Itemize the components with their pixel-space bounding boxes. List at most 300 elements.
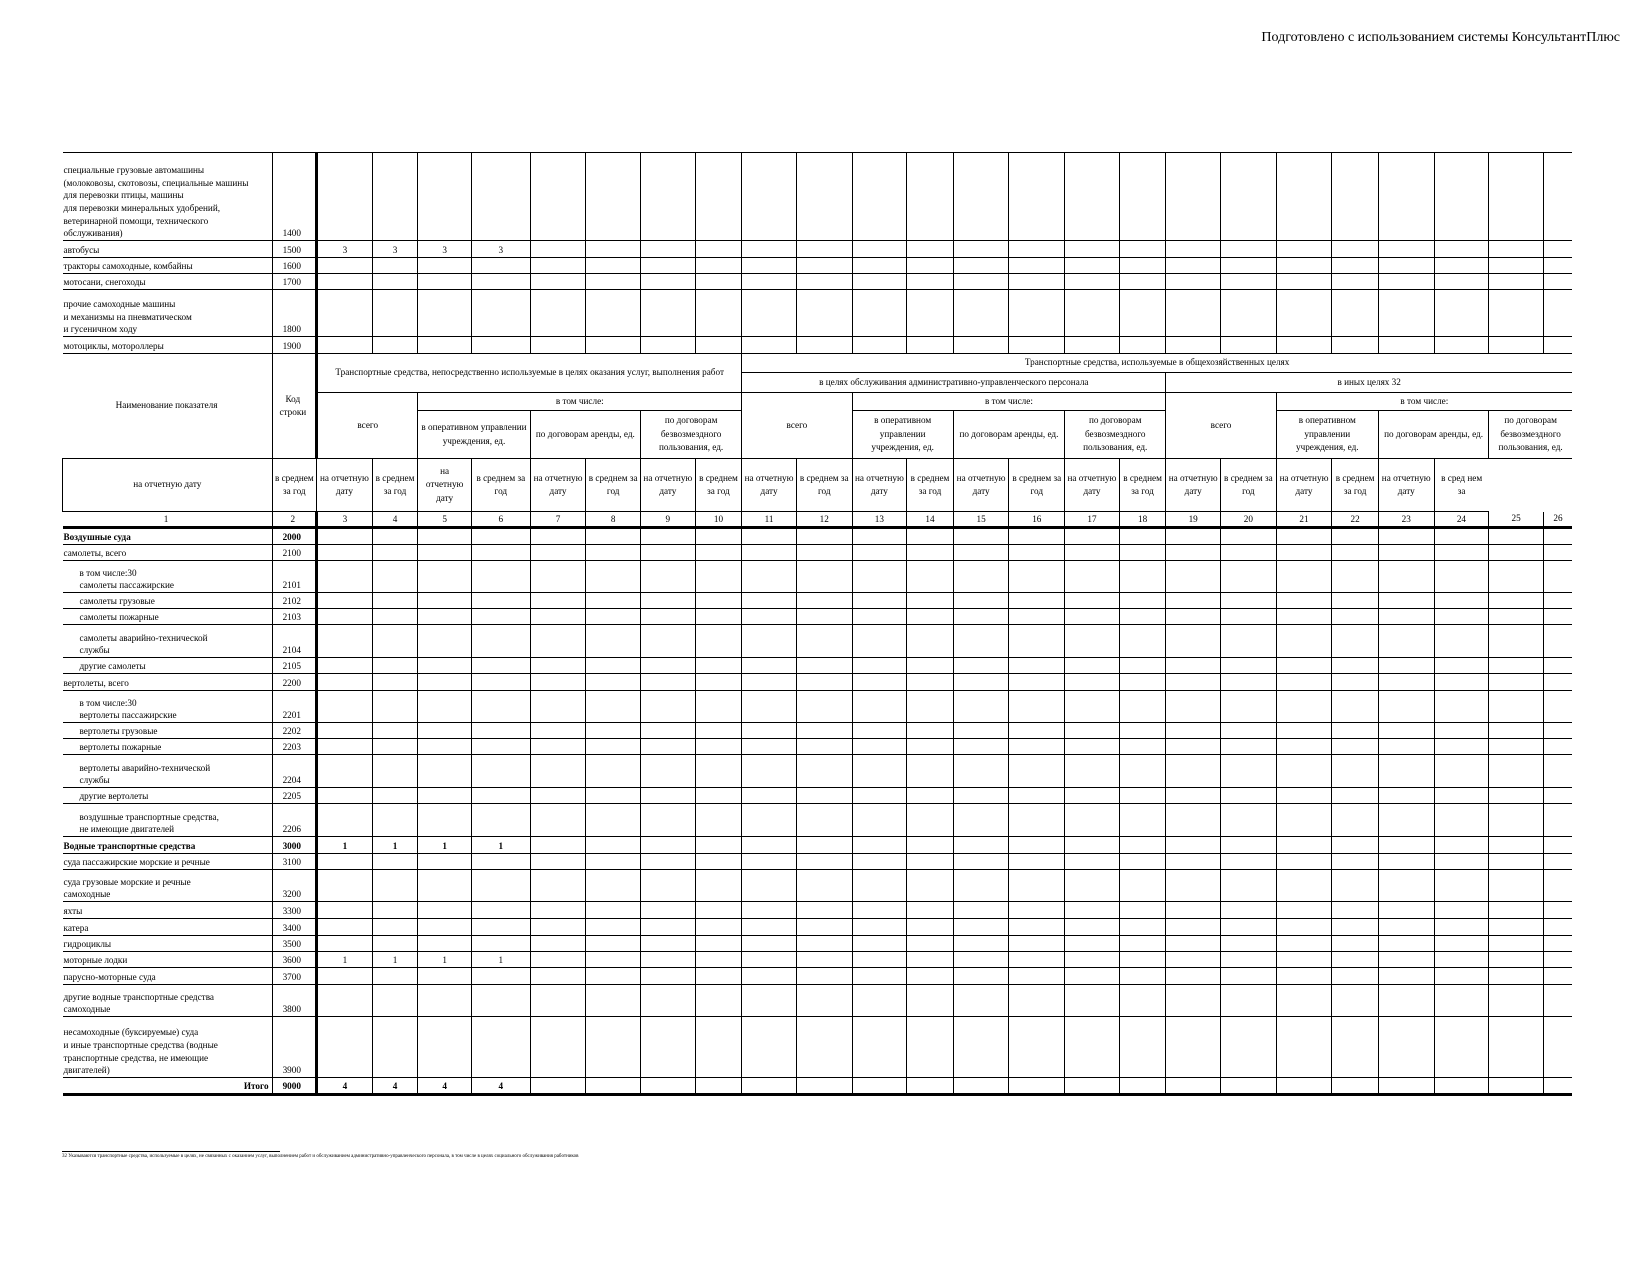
row-name: в том числе:30 самолеты пассажирские	[63, 561, 273, 593]
table-row	[63, 804, 1573, 837]
data-cell	[1166, 985, 1221, 1017]
row-code: 3200	[272, 870, 317, 902]
data-cell	[418, 788, 472, 804]
data-cell	[1543, 258, 1572, 274]
data-cell	[1489, 337, 1544, 354]
header-vsego-b2: всего	[1166, 393, 1276, 459]
data-cell	[852, 1017, 907, 1078]
data-cell	[1378, 561, 1434, 593]
data-cell	[530, 528, 586, 545]
data-cell	[1166, 739, 1221, 755]
data-cell	[418, 919, 472, 936]
data-cell	[586, 870, 641, 902]
data-cell	[953, 919, 1009, 936]
data-cell	[852, 625, 907, 658]
data-cell	[796, 545, 852, 561]
header-sub-26: в сред нем за	[1434, 459, 1489, 512]
data-cell	[1009, 674, 1065, 691]
data-cell	[1543, 1078, 1572, 1095]
data-cell	[317, 258, 373, 274]
data-cell	[852, 241, 907, 258]
data-cell	[1119, 658, 1166, 674]
data-cell	[953, 593, 1009, 609]
row-code: 2105	[272, 658, 317, 674]
row-code: 3900	[272, 1017, 317, 1078]
row-code: 2000	[272, 528, 317, 545]
data-cell	[1276, 788, 1332, 804]
col-number-15: 15	[953, 512, 1009, 528]
data-cell	[852, 985, 907, 1017]
data-cell	[1332, 290, 1379, 337]
data-cell	[1378, 258, 1434, 274]
data-cell	[1166, 952, 1221, 968]
data-cell	[695, 919, 742, 936]
data-cell	[852, 804, 907, 837]
data-cell	[586, 1017, 641, 1078]
table-row	[63, 1017, 1573, 1078]
header-group-b1: в целях обслуживания административно-управленческого персонала	[742, 373, 1166, 393]
data-cell	[695, 609, 742, 625]
data-cell	[1065, 1078, 1120, 1095]
row-code: 2102	[272, 593, 317, 609]
data-cell	[1543, 545, 1572, 561]
data-cell	[471, 804, 530, 837]
data-cell	[530, 837, 586, 854]
data-cell	[852, 274, 907, 290]
data-cell	[796, 691, 852, 723]
data-cell	[1332, 593, 1379, 609]
data-cell	[317, 936, 373, 952]
col-number-14: 14	[907, 512, 954, 528]
data-cell	[953, 1078, 1009, 1095]
data-cell	[471, 723, 530, 739]
col-number-4: 4	[372, 512, 418, 528]
data-cell	[1009, 985, 1065, 1017]
data-cell	[852, 936, 907, 952]
data-cell	[1489, 739, 1544, 755]
data-cell	[1065, 674, 1120, 691]
data-cell	[1378, 1078, 1434, 1095]
header-arenda-a: по договорам аренды, ед.	[530, 411, 640, 459]
data-cell	[796, 902, 852, 919]
data-cell	[1119, 902, 1166, 919]
data-cell	[1543, 985, 1572, 1017]
data-cell	[907, 274, 954, 290]
data-cell	[1543, 658, 1572, 674]
report-table	[62, 152, 1572, 1096]
data-cell	[471, 936, 530, 952]
data-cell	[1119, 290, 1166, 337]
data-cell	[796, 290, 852, 337]
data-cell	[586, 788, 641, 804]
table-body-bottom	[63, 528, 1573, 1095]
data-cell	[1489, 153, 1544, 241]
data-cell	[1166, 1017, 1221, 1078]
data-cell	[471, 528, 530, 545]
data-cell: 4	[418, 1078, 472, 1095]
data-cell	[471, 258, 530, 274]
table-row	[63, 936, 1573, 952]
data-cell	[530, 968, 586, 985]
data-cell	[852, 854, 907, 870]
data-cell	[317, 528, 373, 545]
data-cell	[372, 968, 418, 985]
data-cell	[1332, 561, 1379, 593]
data-cell	[953, 625, 1009, 658]
data-cell	[1378, 804, 1434, 837]
data-cell	[641, 919, 696, 936]
table-row	[63, 290, 1573, 337]
header-incl-b2: в том числе:	[1276, 393, 1572, 411]
data-cell	[796, 658, 852, 674]
data-cell	[530, 952, 586, 968]
data-cell	[907, 337, 954, 354]
data-cell	[530, 674, 586, 691]
data-cell: 3	[317, 241, 373, 258]
data-cell	[1166, 337, 1221, 354]
data-cell	[1543, 625, 1572, 658]
table-row	[63, 723, 1573, 739]
data-cell	[1065, 258, 1120, 274]
data-cell	[907, 290, 954, 337]
row-name: Водные транспортные средства	[63, 837, 273, 854]
table-row	[63, 528, 1573, 545]
data-cell	[1276, 258, 1332, 274]
data-cell	[418, 902, 472, 919]
data-cell	[742, 968, 797, 985]
data-cell	[1276, 1078, 1332, 1095]
table-row	[63, 952, 1573, 968]
data-cell	[1221, 561, 1277, 593]
data-cell	[1434, 528, 1489, 545]
row-code: 1400	[272, 153, 317, 241]
data-cell	[695, 241, 742, 258]
data-cell	[1489, 902, 1544, 919]
data-cell	[742, 561, 797, 593]
data-cell	[1489, 674, 1544, 691]
header-sub-3: на отчетную дату	[63, 459, 273, 512]
data-cell	[1378, 241, 1434, 258]
data-cell	[907, 528, 954, 545]
data-cell	[1378, 985, 1434, 1017]
data-cell	[907, 545, 954, 561]
row-name: вертолеты, всего	[63, 674, 273, 691]
data-cell	[317, 804, 373, 837]
data-cell	[1489, 755, 1544, 788]
data-cell	[1378, 609, 1434, 625]
data-cell	[742, 609, 797, 625]
data-cell	[1543, 337, 1572, 354]
data-cell	[317, 691, 373, 723]
data-cell	[1489, 241, 1544, 258]
col-number-5: 5	[418, 512, 472, 528]
data-cell	[586, 723, 641, 739]
data-cell	[1065, 968, 1120, 985]
data-cell	[695, 739, 742, 755]
header-sub-22: в среднем за год	[1221, 459, 1277, 512]
data-cell	[1434, 919, 1489, 936]
row-code: 1600	[272, 258, 317, 274]
data-cell	[418, 804, 472, 837]
data-cell	[1166, 561, 1221, 593]
data-cell	[1332, 609, 1379, 625]
data-cell	[530, 902, 586, 919]
data-cell	[1009, 593, 1065, 609]
data-cell	[695, 258, 742, 274]
data-cell	[742, 337, 797, 354]
data-cell	[1119, 274, 1166, 290]
data-cell	[1221, 625, 1277, 658]
data-cell	[1434, 258, 1489, 274]
data-cell	[796, 274, 852, 290]
data-cell	[1489, 968, 1544, 985]
data-cell	[586, 258, 641, 274]
data-cell	[372, 691, 418, 723]
table-row	[63, 658, 1573, 674]
data-cell	[796, 674, 852, 691]
data-cell	[641, 936, 696, 952]
data-cell	[1434, 561, 1489, 593]
header-sub-11: на отчетную дату	[641, 459, 696, 512]
data-cell	[418, 258, 472, 274]
data-cell	[1119, 936, 1166, 952]
data-cell: 1	[372, 837, 418, 854]
header-sub-24: в среднем за год	[1332, 459, 1379, 512]
data-cell	[530, 593, 586, 609]
header-sub-21: на отчетную дату	[1166, 459, 1221, 512]
data-cell	[695, 691, 742, 723]
data-cell	[1543, 1017, 1572, 1078]
data-cell	[586, 609, 641, 625]
data-cell	[852, 609, 907, 625]
data-cell	[317, 609, 373, 625]
data-cell	[742, 658, 797, 674]
table-row	[63, 1078, 1573, 1095]
data-cell	[1434, 691, 1489, 723]
data-cell	[1378, 691, 1434, 723]
data-cell	[1332, 1017, 1379, 1078]
data-cell	[530, 274, 586, 290]
data-cell	[1065, 755, 1120, 788]
data-cell	[907, 788, 954, 804]
data-cell	[852, 674, 907, 691]
table-header	[63, 354, 1573, 528]
data-cell	[530, 788, 586, 804]
row-code: 2104	[272, 625, 317, 658]
data-cell	[852, 902, 907, 919]
data-cell	[695, 952, 742, 968]
data-cell	[1221, 258, 1277, 274]
row-code: 3000	[272, 837, 317, 854]
table-row	[63, 968, 1573, 985]
data-cell	[1009, 854, 1065, 870]
header-sub-23: на отчетную дату	[1276, 459, 1332, 512]
data-cell	[695, 625, 742, 658]
data-cell	[852, 561, 907, 593]
row-code: 2204	[272, 755, 317, 788]
data-cell	[907, 902, 954, 919]
data-cell	[1434, 902, 1489, 919]
row-name: моторные лодки	[63, 952, 273, 968]
consultant-header-note: Подготовлено с использованием системы КонсультантПлюс	[1261, 30, 1620, 45]
data-cell	[1378, 788, 1434, 804]
col-number-26: 26	[1543, 512, 1572, 528]
data-cell	[586, 593, 641, 609]
data-cell	[530, 1078, 586, 1095]
data-cell	[1489, 561, 1544, 593]
data-cell	[852, 968, 907, 985]
data-cell	[742, 985, 797, 1017]
data-cell	[907, 919, 954, 936]
data-cell	[742, 854, 797, 870]
row-name: в том числе:30 вертолеты пассажирские	[63, 691, 273, 723]
data-cell	[953, 609, 1009, 625]
table-row	[63, 902, 1573, 919]
data-cell	[530, 625, 586, 658]
data-cell	[1009, 723, 1065, 739]
table-row	[63, 241, 1573, 258]
header-bezvozm-b2: по договорам безвозмездного пользования, ед.	[1489, 411, 1572, 459]
data-cell	[1276, 241, 1332, 258]
data-cell	[796, 854, 852, 870]
row-code: 1500	[272, 241, 317, 258]
header-incl-a: в том числе:	[418, 393, 742, 411]
data-cell	[1332, 674, 1379, 691]
data-cell	[695, 545, 742, 561]
data-cell	[907, 691, 954, 723]
data-cell	[852, 691, 907, 723]
data-cell	[1543, 274, 1572, 290]
data-cell	[1065, 625, 1120, 658]
data-cell	[641, 968, 696, 985]
data-cell	[953, 691, 1009, 723]
data-cell	[907, 658, 954, 674]
data-cell	[1166, 290, 1221, 337]
row-name: Воздушные суда	[63, 528, 273, 545]
data-cell	[907, 837, 954, 854]
data-cell	[1276, 854, 1332, 870]
data-cell	[1332, 755, 1379, 788]
data-cell	[1065, 337, 1120, 354]
data-cell	[317, 561, 373, 593]
data-cell	[1332, 274, 1379, 290]
data-cell	[1378, 870, 1434, 902]
header-sub-19: на отчетную дату	[1065, 459, 1120, 512]
header-name: Наименование показателя	[63, 354, 273, 459]
data-cell: 1	[317, 952, 373, 968]
row-name: автобусы	[63, 241, 273, 258]
col-number-8: 8	[586, 512, 641, 528]
data-cell	[852, 153, 907, 241]
data-cell	[1378, 755, 1434, 788]
header-incl-b1: в том числе:	[852, 393, 1166, 411]
row-name: вертолеты грузовые	[63, 723, 273, 739]
data-cell	[1378, 274, 1434, 290]
data-cell	[1119, 691, 1166, 723]
data-cell	[418, 755, 472, 788]
data-cell	[1166, 936, 1221, 952]
data-cell	[1276, 561, 1332, 593]
data-cell	[953, 985, 1009, 1017]
data-cell	[1119, 854, 1166, 870]
data-cell	[1221, 545, 1277, 561]
data-cell	[907, 804, 954, 837]
header-vsego-a: всего	[317, 393, 418, 459]
data-cell	[372, 290, 418, 337]
data-cell	[1119, 870, 1166, 902]
table-row	[63, 593, 1573, 609]
data-cell	[1489, 625, 1544, 658]
data-cell	[1009, 919, 1065, 936]
data-cell	[586, 241, 641, 258]
data-cell	[742, 1017, 797, 1078]
data-cell	[953, 674, 1009, 691]
data-cell	[1221, 755, 1277, 788]
data-cell	[953, 854, 1009, 870]
data-cell	[1119, 1017, 1166, 1078]
data-cell	[317, 919, 373, 936]
data-cell	[418, 936, 472, 952]
data-cell	[1378, 545, 1434, 561]
data-cell	[471, 739, 530, 755]
row-name: самолеты аварийно-технической службы	[63, 625, 273, 658]
data-cell	[1221, 837, 1277, 854]
data-cell	[586, 658, 641, 674]
data-cell	[1065, 804, 1120, 837]
data-cell	[1276, 593, 1332, 609]
data-cell	[1489, 952, 1544, 968]
data-cell	[471, 1017, 530, 1078]
data-cell	[586, 337, 641, 354]
data-cell	[1221, 723, 1277, 739]
data-cell	[418, 337, 472, 354]
data-cell	[1378, 952, 1434, 968]
data-cell	[1489, 1017, 1544, 1078]
data-cell	[530, 870, 586, 902]
data-cell	[1119, 788, 1166, 804]
data-cell	[372, 936, 418, 952]
data-cell	[1119, 545, 1166, 561]
header-arenda-b2: по договорам аренды, ед.	[1378, 411, 1488, 459]
data-cell	[530, 854, 586, 870]
data-cell	[852, 290, 907, 337]
data-cell	[1119, 593, 1166, 609]
data-cell	[1332, 691, 1379, 723]
data-cell	[796, 593, 852, 609]
data-cell	[1221, 1017, 1277, 1078]
data-cell	[317, 870, 373, 902]
data-cell	[796, 952, 852, 968]
data-cell	[1543, 968, 1572, 985]
data-cell	[953, 837, 1009, 854]
header-group-a: Транспортные средства, непосредственно используемые в целях оказания услуг, выполнения работ	[317, 354, 742, 393]
data-cell	[530, 723, 586, 739]
header-bezvozm-a: по договорам безвозмездного пользования, ед.	[641, 411, 742, 459]
data-cell	[742, 870, 797, 902]
data-cell	[1276, 755, 1332, 788]
data-cell	[1065, 241, 1120, 258]
header-sub-17: на отчетную дату	[953, 459, 1009, 512]
data-cell	[530, 258, 586, 274]
data-cell	[1332, 952, 1379, 968]
data-cell	[372, 674, 418, 691]
data-cell	[907, 968, 954, 985]
row-code: 3300	[272, 902, 317, 919]
row-name: другие самолеты	[63, 658, 273, 674]
data-cell	[1221, 241, 1277, 258]
data-cell	[852, 755, 907, 788]
data-cell	[907, 609, 954, 625]
